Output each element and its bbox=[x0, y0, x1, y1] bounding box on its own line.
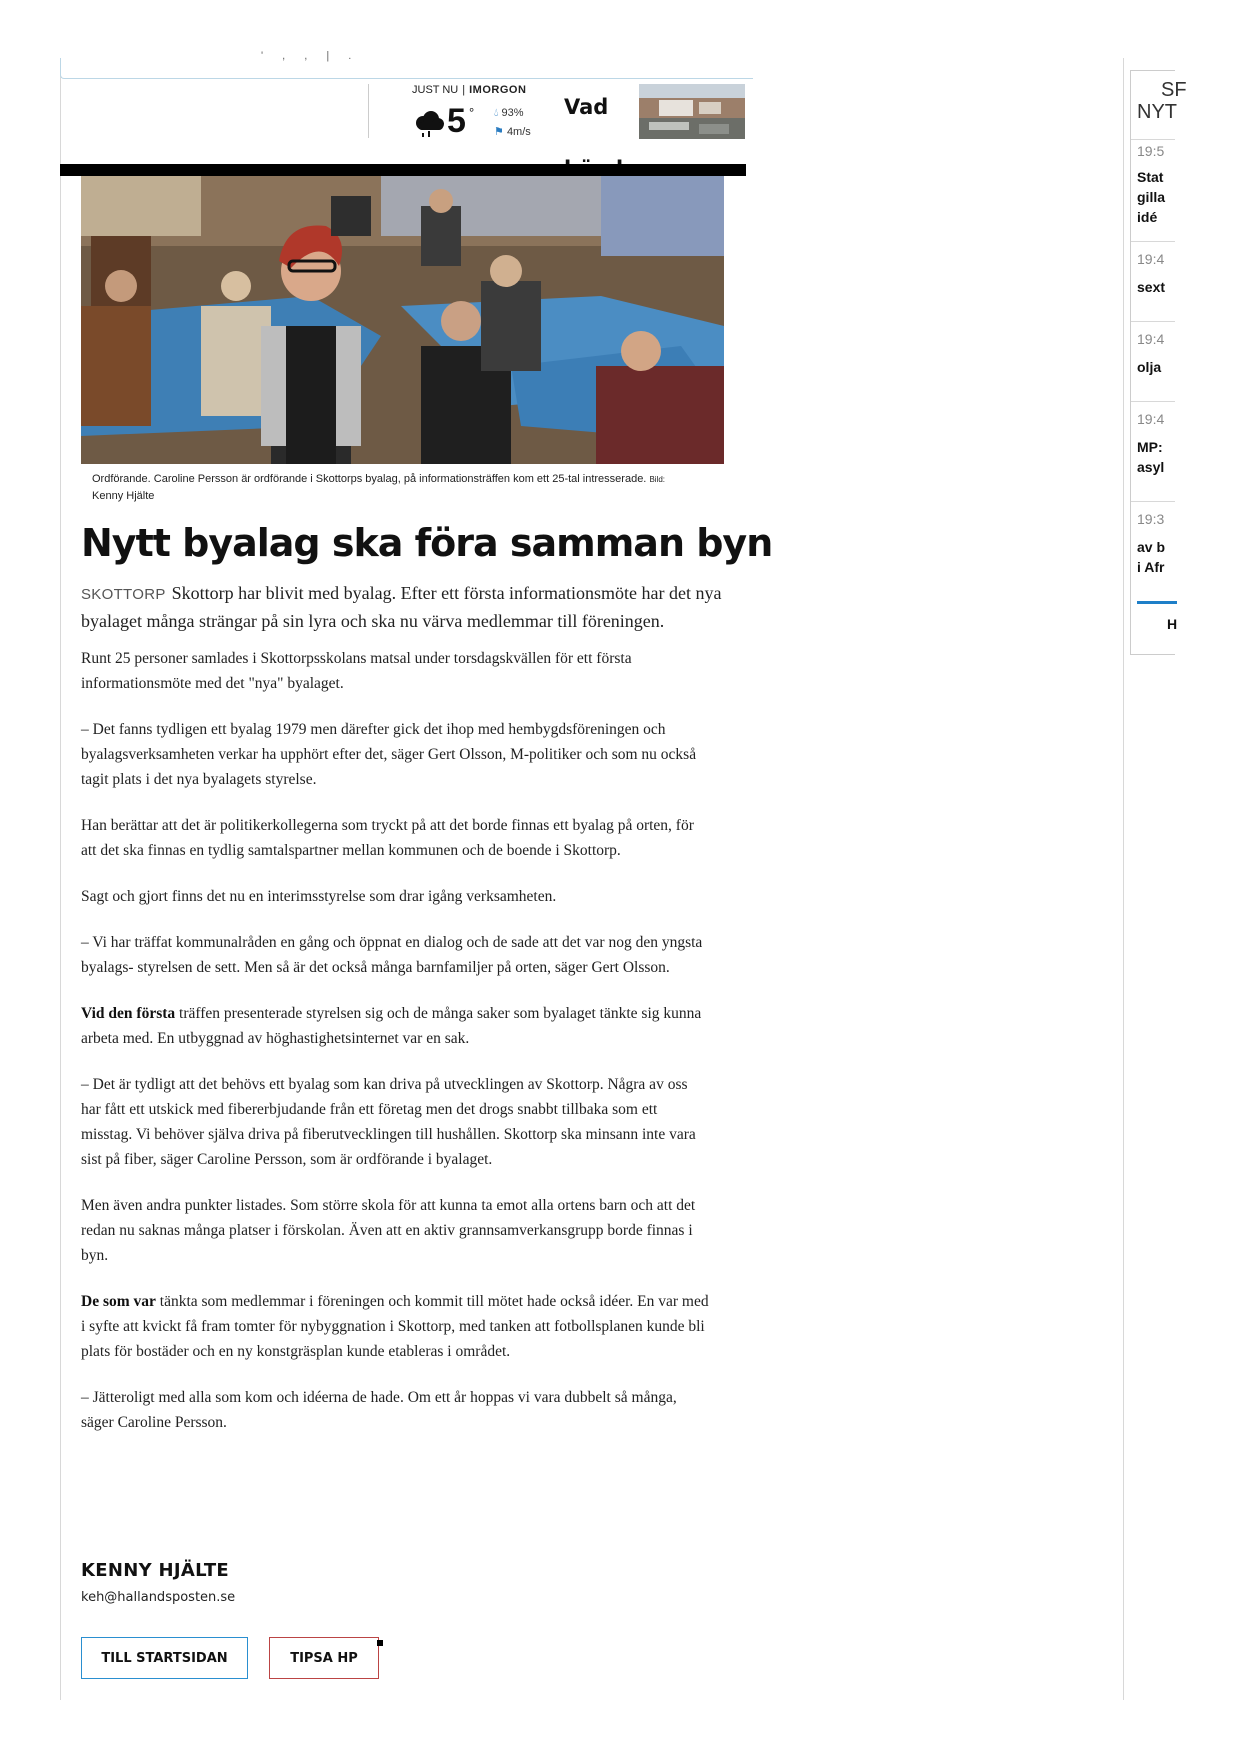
sidebar-more-link[interactable]: H bbox=[1167, 616, 1178, 632]
sidebar-divider bbox=[1131, 139, 1175, 140]
tab-tomorrow[interactable]: IMORGON bbox=[469, 84, 527, 96]
paragraph: – Vi har träffat kommunalråden en gång och öppnat en dialog och de sade att det var nog den yngsta byalags- styrelsen de sett. Men så är det också många barnfamiljer på orten, säger Gert Olsson. bbox=[81, 934, 703, 976]
top-bar-fragment: ' , , | . bbox=[261, 50, 360, 62]
sidebar-divider bbox=[1131, 241, 1175, 242]
byline-name: KENNY HJÄLTE bbox=[81, 1560, 230, 1581]
article-headline: Nytt byalag ska föra samman byn bbox=[81, 521, 773, 565]
degree-sign: ° bbox=[469, 105, 475, 120]
event-heading[interactable]: Vad bbox=[564, 95, 609, 119]
sidebar-accent-line bbox=[1137, 601, 1177, 604]
credit-label: Bild: bbox=[649, 475, 665, 484]
temperature: 5 bbox=[447, 102, 466, 140]
paragraph: Sagt och gjort finns det nu en interimsstyrelse som drar igång verksamheten. bbox=[81, 888, 557, 905]
lead-text: Skottorp har blivit med byalag. Efter ett första informationsmöte har det nya byalaget många strängar på sin lyra och ska nu värva medlemmar till föreningen. bbox=[81, 583, 722, 631]
wind-value: 4m/s bbox=[506, 126, 531, 138]
sidebar-divider bbox=[1131, 401, 1175, 402]
humidity-value: 93% bbox=[501, 107, 524, 119]
paragraph: – Jätteroligt med alla som kom och idéerna de hade. Om ett år hoppas vi vara dubbelt så många, säger Caroline Persson. bbox=[81, 1389, 677, 1431]
byline-email[interactable]: keh@hallandsposten.se bbox=[81, 1590, 236, 1605]
paragraph: Han berättar att det är politikerkollegerna som tryckt på att det borde finnas ett byalag på orten, för att det ska finnas en tydlig samtalspartner mellan kommunen och de boende i Skottorp. bbox=[81, 817, 694, 859]
wind bbox=[494, 125, 531, 138]
tab-separator: | bbox=[462, 84, 466, 96]
tip-button-corner-marker bbox=[377, 1640, 383, 1646]
tab-now[interactable]: JUST NU bbox=[412, 84, 459, 96]
photo-credit: Kenny Hjälte bbox=[92, 490, 155, 502]
right-divider bbox=[1123, 58, 1124, 1700]
left-divider bbox=[60, 58, 61, 1700]
weather-tabs bbox=[412, 84, 526, 96]
sidebar-divider bbox=[1131, 501, 1175, 502]
top-search-bar-edge[interactable] bbox=[60, 50, 753, 79]
sidebar-news-item[interactable]: 19:4 sext bbox=[1137, 251, 1166, 295]
sidebar-news-item[interactable]: 19:4 MP: asyl bbox=[1137, 411, 1165, 475]
header-bar bbox=[60, 164, 746, 176]
to-start-page-button[interactable]: TILL STARTSIDAN bbox=[81, 1637, 248, 1679]
photo-caption bbox=[92, 471, 692, 504]
flag-icon: ⚑ bbox=[494, 126, 504, 138]
sidebar-news-item[interactable]: 19:3 av b i Afr bbox=[1137, 511, 1166, 575]
paragraph: – Det fanns tydligen ett byalag 1979 men därefter gick det ihop med hembygdsföreningen och byalagsverksamheten verkar ha upphört efter det, säger Gert Olsson, M-politiker och som nu också tagit plats i det nya byalagets styrelse. bbox=[81, 721, 697, 788]
hero-photo bbox=[81, 176, 724, 464]
paragraph: Men även andra punkter listades. Som större skola för att kunna ta emot alla ortens barn och att det redan nu saknas många platser i förskolan. Även att en aktiv grannsamverkansgrupp borde finnas i byn. bbox=[81, 1197, 696, 1264]
tip-hp-button[interactable]: TIPSA HP bbox=[269, 1637, 379, 1679]
caption-text: Ordförande. Caroline Persson är ordförande i Skottorps byalag, på informationsträffen kom ett 25-tal intresserade. bbox=[92, 473, 647, 485]
dateline: SKOTTORP bbox=[81, 586, 166, 603]
sidebar-title: SF NYT bbox=[1137, 79, 1187, 123]
sidebar-news-item[interactable]: 19:5 Stat gilla idé bbox=[1137, 143, 1166, 225]
event-thumbnail[interactable] bbox=[639, 84, 745, 139]
paragraph: – Det är tydligt att det behövs ett byalag som kan driva på utvecklingen av Skottorp. Några av oss har fått ett utskick med fibererbjudande från ett företag men det drogs snabbt tillbaka som ett misstag. Vi behöver själva driva på fiberutvecklingen till hushållen. Skottorp ska minsann inte vara sist på fiber, säger Caroline Persson, som är ordförande i byalaget. bbox=[81, 1076, 696, 1168]
sidebar-divider bbox=[1131, 321, 1175, 322]
humidity bbox=[494, 107, 524, 120]
droplet-icon: 💧︎ bbox=[494, 107, 499, 119]
cloud-rain-icon bbox=[412, 108, 446, 142]
article-body bbox=[81, 646, 711, 1456]
article-lead bbox=[81, 580, 749, 634]
paragraph: Runt 25 personer samlades i Skottorpsskolans matsal under torsdagskvällen för ett första informationsmöte med det "nya" byalaget. bbox=[81, 650, 632, 692]
paragraph: Vid den första träffen presenterade styrelsen sig och de många saker som byalaget tänkte sig kunna arbeta med. En utbyggnad av höghastighetsinternet var en sak. bbox=[81, 1005, 702, 1047]
weather-divider bbox=[368, 84, 369, 138]
latest-news-sidebar bbox=[1130, 70, 1187, 655]
sidebar-news-item[interactable]: 19:4 olja bbox=[1137, 331, 1165, 375]
paragraph: De som var tänkta som medlemmar i föreningen och kommit till mötet hade också idéer. En var med i syfte att kvickt få fram tomter för nybyggnation i Skottorp, med tanken att fotbollsplanen kunde bli plats för bostäder och en ny konstgräsplan kunde etableras i området. bbox=[81, 1293, 709, 1360]
